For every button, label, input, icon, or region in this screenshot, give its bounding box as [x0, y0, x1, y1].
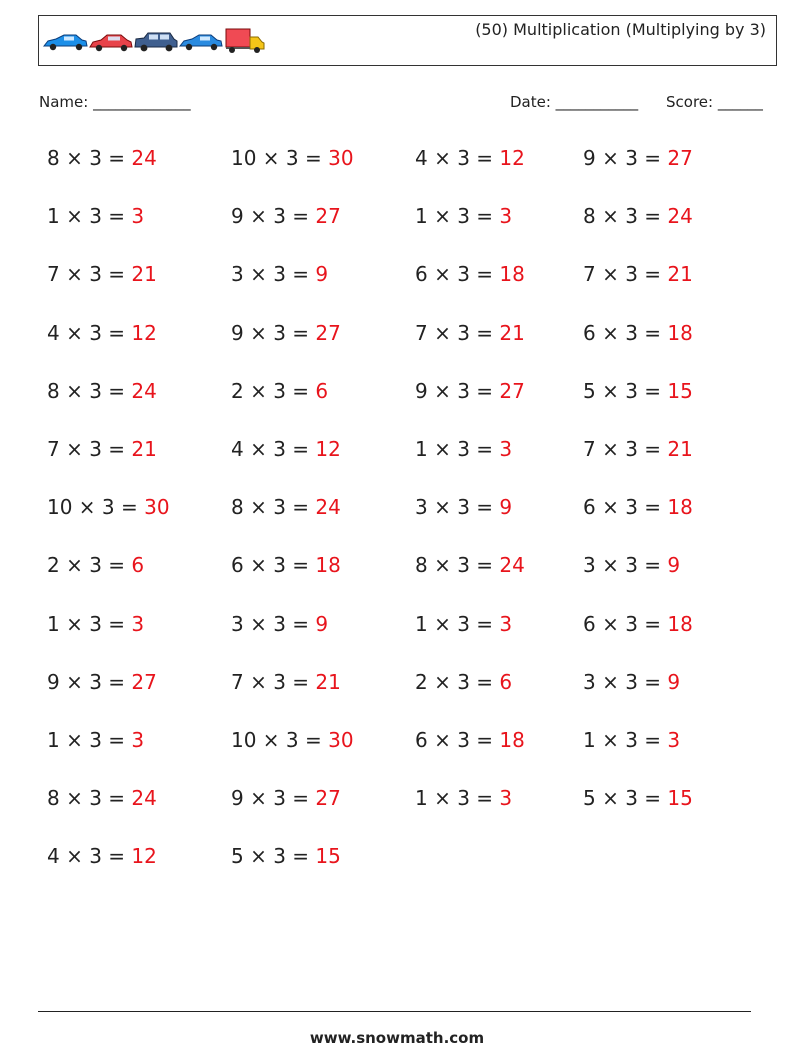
problem-answer: 9 — [315, 262, 329, 287]
problem-answer: 24 — [131, 146, 157, 170]
problem-item — [415, 728, 525, 752]
problem-question: 1 × 3 = — [47, 204, 132, 229]
problem-question: 1 × 3 = — [583, 728, 668, 752]
problem-item — [583, 321, 693, 345]
problem-item — [583, 553, 680, 577]
problem-answer: 3 — [499, 786, 513, 811]
problem-question: 5 × 3 = — [583, 786, 668, 811]
problem-item — [583, 204, 693, 228]
problem-answer: 27 — [315, 204, 341, 229]
problem-question: 8 × 3 = — [231, 495, 316, 520]
problem-item — [415, 612, 512, 636]
problem-question: 1 × 3 = — [415, 611, 500, 636]
problem-answer: 18 — [667, 495, 693, 520]
problem-question: 8 × 3 = — [47, 378, 132, 403]
problem-item — [583, 146, 693, 170]
blue-car-icon — [180, 35, 222, 50]
problem-answer: 21 — [131, 262, 157, 287]
problem-answer: 30 — [144, 495, 170, 520]
problem-answer: 21 — [667, 262, 693, 287]
problem-answer: 21 — [667, 437, 693, 461]
problem-item — [231, 321, 341, 345]
problem-answer: 24 — [667, 204, 693, 229]
problem-answer: 6 — [131, 553, 145, 578]
problem-question: 7 × 3 = — [583, 262, 668, 287]
problem-item — [231, 204, 341, 228]
problem-question: 9 × 3 = — [47, 669, 132, 694]
problem-answer: 18 — [499, 262, 525, 287]
problem-answer: 12 — [499, 146, 525, 170]
problem-question: 4 × 3 = — [231, 437, 316, 461]
problem-answer: 15 — [315, 844, 341, 869]
problem-answer: 3 — [499, 204, 513, 229]
problem-item — [231, 786, 341, 810]
problem-item — [583, 262, 693, 286]
blue-car-icon — [44, 35, 87, 50]
problem-item — [47, 844, 157, 868]
score-field: Score: ______ — [666, 93, 763, 111]
problem-answer: 6 — [315, 378, 329, 403]
problem-question: 7 × 3 = — [47, 262, 132, 287]
problem-question: 9 × 3 = — [415, 378, 500, 403]
problem-question: 9 × 3 = — [231, 204, 316, 229]
problem-item — [47, 670, 157, 694]
problem-question: 5 × 3 = — [231, 844, 316, 869]
problem-item — [47, 204, 144, 228]
problem-question: 3 × 3 = — [583, 553, 668, 578]
problem-answer: 24 — [131, 786, 157, 811]
problem-answer: 21 — [499, 320, 525, 345]
problem-question: 10 × 3 = — [47, 495, 145, 520]
problem-question: 7 × 3 = — [583, 437, 668, 461]
date-field: Date: ___________ — [510, 93, 639, 111]
problem-question: 3 × 3 = — [415, 495, 500, 520]
problem-answer: 3 — [499, 611, 513, 636]
problem-answer: 9 — [667, 669, 681, 694]
problem-answer: 6 — [499, 669, 513, 694]
problem-answer: 3 — [131, 611, 145, 636]
problem-item — [415, 262, 525, 286]
problem-answer: 27 — [499, 378, 525, 403]
problem-item — [415, 437, 512, 461]
footer-url: www.snowmath.com — [309, 1029, 485, 1047]
worksheet-header — [38, 15, 777, 66]
problem-answer: 15 — [667, 378, 693, 403]
problem-item — [583, 379, 693, 403]
problem-answer: 30 — [328, 146, 354, 170]
problem-item — [231, 262, 328, 286]
problem-question: 9 × 3 = — [583, 146, 668, 170]
problem-question: 4 × 3 = — [415, 146, 500, 170]
problem-question: 3 × 3 = — [231, 611, 316, 636]
problem-answer: 12 — [315, 437, 341, 461]
problem-question: 7 × 3 = — [415, 320, 500, 345]
problem-question: 3 × 3 = — [583, 669, 668, 694]
problem-item — [231, 553, 341, 577]
problem-item — [47, 146, 157, 170]
problem-item — [47, 728, 144, 752]
problem-question: 6 × 3 = — [583, 611, 668, 636]
problem-answer: 18 — [667, 320, 693, 345]
problem-question: 4 × 3 = — [47, 320, 132, 345]
problem-question: 6 × 3 = — [231, 553, 316, 578]
problem-item — [415, 786, 512, 810]
problem-item — [583, 437, 693, 461]
problem-item — [583, 612, 693, 636]
problem-answer: 27 — [315, 320, 341, 345]
problem-item — [231, 379, 328, 403]
problem-answer: 9 — [499, 495, 513, 520]
problem-item — [415, 495, 512, 519]
problem-item — [415, 204, 512, 228]
footer-divider — [38, 1011, 751, 1012]
problem-answer: 9 — [315, 611, 329, 636]
problem-question: 6 × 3 = — [583, 495, 668, 520]
problem-question: 9 × 3 = — [231, 320, 316, 345]
problem-item — [47, 612, 144, 636]
problem-item — [583, 786, 693, 810]
problem-answer: 24 — [131, 378, 157, 403]
problem-answer: 12 — [131, 320, 157, 345]
problem-answer: 3 — [131, 728, 145, 752]
problem-question: 8 × 3 = — [415, 553, 500, 578]
problem-answer: 21 — [315, 669, 341, 694]
problem-answer: 15 — [667, 786, 693, 811]
problem-question: 7 × 3 = — [47, 437, 132, 461]
problem-question: 1 × 3 = — [47, 611, 132, 636]
problem-question: 10 × 3 = — [231, 146, 329, 170]
problem-item — [415, 379, 525, 403]
problem-answer: 27 — [667, 146, 693, 170]
problem-answer: 18 — [315, 553, 341, 578]
problem-answer: 24 — [499, 553, 525, 578]
problem-question: 1 × 3 = — [415, 204, 500, 229]
problem-item — [231, 146, 354, 170]
problem-item — [583, 495, 693, 519]
problem-item — [47, 379, 157, 403]
problem-answer: 3 — [131, 204, 145, 229]
problem-item — [415, 670, 512, 694]
worksheet-title: (50) Multiplication (Multiplying by 3) — [475, 20, 766, 39]
problem-item — [583, 728, 680, 752]
problem-question: 8 × 3 = — [47, 146, 132, 170]
red-truck-icon — [226, 29, 264, 53]
problem-item — [415, 146, 525, 170]
problem-answer: 24 — [315, 495, 341, 520]
problem-question: 10 × 3 = — [231, 728, 329, 752]
problem-question: 2 × 3 = — [231, 378, 316, 403]
blue-suv-icon — [135, 33, 177, 51]
problem-item — [231, 728, 354, 752]
problem-question: 1 × 3 = — [415, 437, 500, 461]
problem-question: 1 × 3 = — [47, 728, 132, 752]
problem-answer: 30 — [328, 728, 354, 752]
problem-question: 4 × 3 = — [47, 844, 132, 869]
problem-item — [415, 553, 525, 577]
problem-question: 2 × 3 = — [415, 669, 500, 694]
problem-item — [231, 612, 328, 636]
red-car-icon — [90, 35, 132, 51]
problem-question: 2 × 3 = — [47, 553, 132, 578]
problem-question: 6 × 3 = — [415, 262, 500, 287]
problem-item — [231, 495, 341, 519]
problem-item — [231, 437, 341, 461]
problem-question: 6 × 3 = — [583, 320, 668, 345]
problem-question: 6 × 3 = — [415, 728, 500, 752]
problem-answer: 12 — [131, 844, 157, 869]
problem-question: 9 × 3 = — [231, 786, 316, 811]
problem-answer: 27 — [315, 786, 341, 811]
problem-item — [231, 670, 341, 694]
problem-answer: 18 — [499, 728, 525, 752]
problem-item — [47, 495, 170, 519]
problem-question: 5 × 3 = — [583, 378, 668, 403]
problem-question: 7 × 3 = — [231, 669, 316, 694]
problem-item — [47, 553, 144, 577]
problem-answer: 3 — [499, 437, 513, 461]
problem-item — [47, 262, 157, 286]
problem-item — [415, 321, 525, 345]
problem-answer: 18 — [667, 611, 693, 636]
problem-answer: 21 — [131, 437, 157, 461]
problem-answer: 3 — [667, 728, 681, 752]
problem-question: 8 × 3 = — [583, 204, 668, 229]
problem-answer: 27 — [131, 669, 157, 694]
name-field: Name: _____________ — [39, 93, 191, 111]
problem-item — [583, 670, 680, 694]
problem-question: 8 × 3 = — [47, 786, 132, 811]
vehicle-icons — [42, 27, 272, 55]
problem-question: 3 × 3 = — [231, 262, 316, 287]
problem-question: 1 × 3 = — [415, 786, 500, 811]
problem-item — [47, 321, 157, 345]
problem-answer: 9 — [667, 553, 681, 578]
problem-item — [47, 786, 157, 810]
problem-item — [47, 437, 157, 461]
problem-item — [231, 844, 341, 868]
